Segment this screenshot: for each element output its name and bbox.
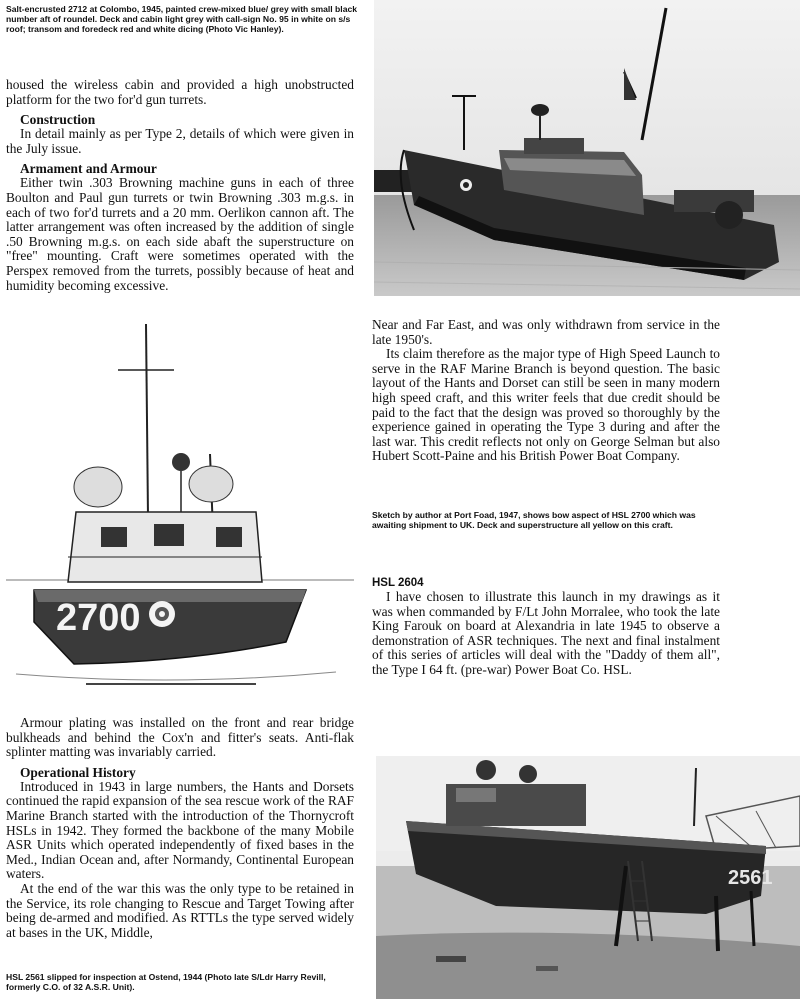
history-paragraph-2: At the end of the war this was the only type to be retained in the Service, its role changing to Rescue and Target Towing after being de-armed and modified. As RTTLs the type served widely at bases in the UK, Middle, [6,880,354,940]
hsl-2604-heading: HSL 2604 [372,577,424,589]
armament-heading: Armament and Armour [20,161,157,177]
left-column-top [6,78,354,293]
armament-paragraph: Either twin .303 Browning machine guns in each of three Boulton and Paul gun turrets or twin Browning .303 m.g.s. in each of two for'd turrets and a 20 mm. Oerlikon cannon aft. The latter arrangement was often increased by the addition of single .50 Browning m.g.s. on each side abaft the superstructure on "free" mounting. Craft were sometimes operated with the Perspex removed from the turrets, possibly because of heat and humidity becoming excessive. [6,175,354,293]
photo-hsl-2561 [376,756,800,999]
photo-caption-bottom: HSL 2561 slipped for inspection at Ostend, 1944 (Photo late S/Ldr Harry Revill, formerly C.O. of 32 A.S.R. Unit). [6,972,326,993]
intro-paragraph: housed the wireless cabin and provided a high unobstructed platform for the two for'd gun turrets. [6,77,354,107]
left-column-bottom [6,716,354,940]
photo-hull-number: 2561 [728,867,773,889]
right-column-top [372,318,720,464]
sketch-caption: Sketch by author at Port Foad, 1947, shows bow aspect of HSL 2700 which was awaiting shipment to UK. Deck and superstructure all yellow on this craft. [372,510,696,531]
armour-paragraph: Armour plating was installed on the front and rear bridge bulkheads and behind the Cox'n and fitter's seats. Anti-flak splinter matting was invariably carried. [6,715,354,760]
claim-paragraph: Its claim therefore as the major type of High Speed Launch to serve in the RAF Marine Branch is beyond question. The basic layout of the Hants and Dorset can still be seen in many modern high speed craft, and this writer feels that due credit should be paid to the fact that the design was proved so thoroughly by the experience gained in operating the Type 3 during and after the last war. This credit reflects not only on George Selman but also Hubert Scott-Paine and his British Power Boat Company. [372,346,720,464]
construction-heading: Construction [20,112,96,128]
hsl-2604-section [372,576,720,678]
photo-hsl-2712 [374,0,800,296]
construction-paragraph: In detail mainly as per Type 2, details of which were given in the July issue. [6,126,354,156]
continued-paragraph: Near and Far East, and was only withdrawn from service in the late 1950's. [372,317,720,347]
history-paragraph-1: Introduced in 1943 in large numbers, the Hants and Dorsets continued the rapid expansion of the sea rescue work of the RAF Marine Branch started with the introduction of the Thornycroft HSLs in 1942. They formed the backbone of the many Mobile ASR Units which operated independently of fixed bases in the Med., Indian Ocean and, after Normandy, Continental European waters. [6,778,354,882]
operational-history-heading: Operational History [20,764,136,780]
sketch-hsl-2700 [6,312,354,708]
hsl-2604-paragraph: I have chosen to illustrate this launch in my drawings as it was when commanded by F/Lt John Morralee, who took the late King Farouk on board at Alexandria in late 1945 to observe a demonstration of ASR techniques. The next and final instalment of this series of articles will deal with the "Daddy of them all", the Type I 64 ft. (pre-war) Power Boat Co. HSL. [372,589,720,677]
sketch-hull-number: 2700 [56,597,141,639]
photo-caption-top: Salt-encrusted 2712 at Colombo, 1945, painted crew-mixed blue/ grey with small black number aft of roundel. Deck and cabin light grey with call-sign No. 95 in white on s/s roof; transom and foredeck red and white dicing (Photo Vic Hanley). [6,4,358,35]
